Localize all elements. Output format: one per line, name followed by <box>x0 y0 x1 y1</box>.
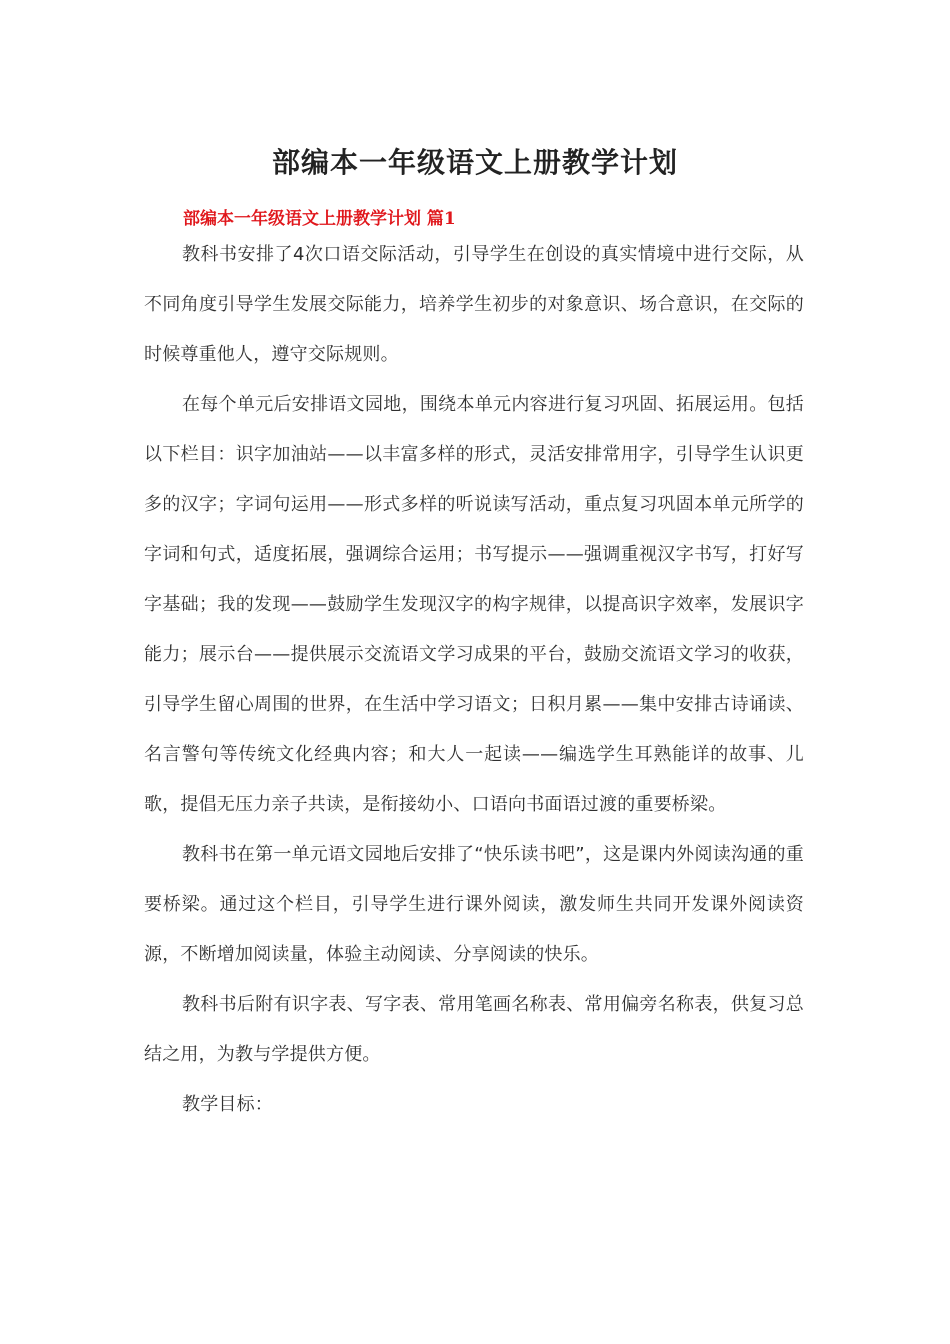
document-title: 部编本一年级语文上册教学计划 <box>271 146 678 179</box>
section-heading: 部编本一年级语文上册教学计划 篇1 <box>183 209 456 229</box>
paragraph-appendix-tables: 教科书后附有识字表、写字表、常用笔画名称表、常用偏旁名称表，供复习总结之用，为教与学提供方便。 <box>144 994 804 1065</box>
document-body <box>144 230 804 1130</box>
paragraph-happy-reading: 教科书在第一单元语文园地后安排了“快乐读书吧”，这是课内外阅读沟通的重要桥梁。通过这个栏目，引导学生进行课外阅读，激发师生共同开发课外阅读资源，不断增加阅读量，体验主动阅读、分享阅读的快乐。 <box>144 844 804 965</box>
paragraph-language-garden: 在每个单元后安排语文园地，围绕本单元内容进行复习巩固、拓展运用。包括以下栏目：识字加油站——以丰富多样的形式，灵活安排常用字，引导学生认识更多的汉字；字词句运用——形式多样的听说读写活动，重点复习巩固本单元所学的字词和句式，适度拓展，强调综合运用；书写提示——强调重视汉字书写，打好写字基础；我的发现——鼓励学生发现汉字的构字规律，以提高识字效率，发展识字能力；展示台——提供展示交流语文学习成果的平台，鼓励交流语文学习的收获，引导学生留心周围的世界，在生活中学习语文；日积月累——集中安排古诗诵读、名言警句等传统文化经典内容；和大人一起读——编选学生耳熟能详的故事、儿歌，提倡无压力亲子共读，是衔接幼小、口语向书面语过渡的重要桥梁。 <box>144 394 804 815</box>
paragraph-teaching-goals: 教学目标： <box>182 1094 273 1115</box>
paragraph-oral-communication: 教科书安排了4次口语交际活动，引导学生在创设的真实情境中进行交际，从不同角度引导学生发展交际能力，培养学生初步的对象意识、场合意识，在交际的时候尊重他人，遵守交际规则。 <box>144 244 804 365</box>
